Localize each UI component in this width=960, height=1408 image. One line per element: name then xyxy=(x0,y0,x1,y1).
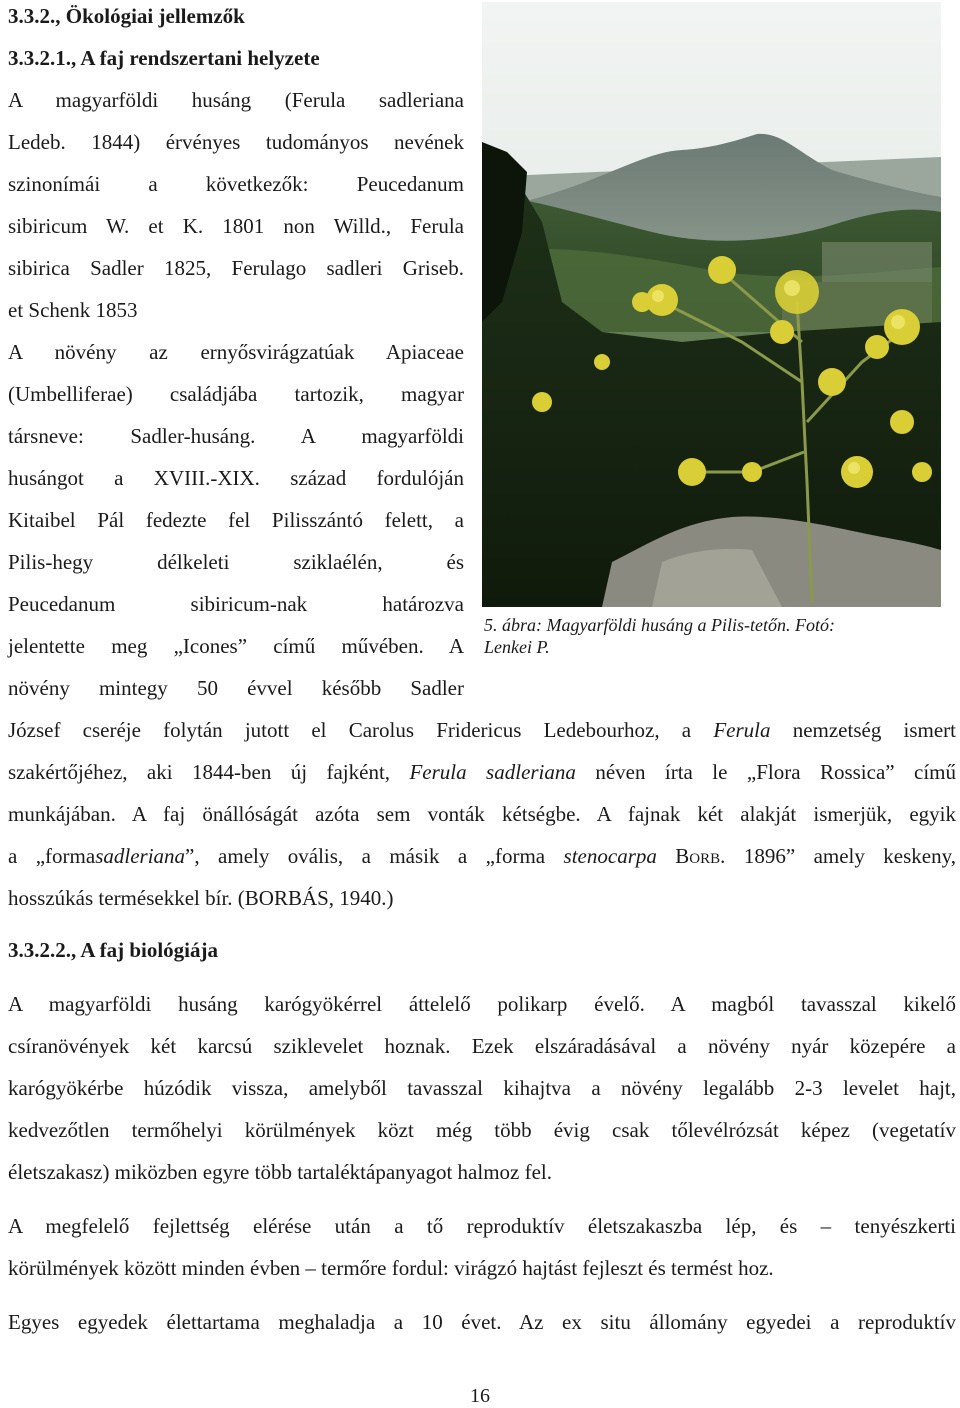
text-line: életszakasz) miközben egyre több tartaléktápanyagot halmoz fel. xyxy=(8,1160,553,1184)
text-line: növény mintegy 50 évvel később Sadler xyxy=(8,676,464,700)
text-run: szakértőjéhez, aki 1844-ben új fajként, xyxy=(8,760,391,784)
text-line: karógyökérbe húzódik vissza, amelyből tavasszal kihajtva a növény legalább 2-3 levelet hajt, xyxy=(8,1076,956,1100)
text-line: A magyarföldi husáng (Ferula sadleriana xyxy=(8,88,464,112)
text-line: (Umbelliferae) családjába tartozik, magyar xyxy=(8,382,464,406)
figure-caption-line: 5. ábra: Magyarföldi husáng a Pilis-tetőn. Fotó: xyxy=(484,615,835,635)
subsection-heading-biology: 3.3.2.2., A faj biológiája xyxy=(8,938,219,962)
author-smallcaps: Borb. xyxy=(675,844,726,868)
text-line: munkájában. A faj önállóságát azóta sem vonták kétségbe. A fajnak két alakját ismerjük, egyik xyxy=(8,802,956,826)
text-line: A magyarföldi husáng karógyökérrel áttelelő polikarp évelő. A magból tavasszal kikelő xyxy=(8,992,956,1016)
text-line xyxy=(8,758,956,786)
text-run: ”, amely ovális, a másik a „forma xyxy=(185,844,546,868)
italic-genus: Ferula xyxy=(713,718,771,742)
text-line: sibirica Sadler 1825, Ferulago sadleri Griseb. xyxy=(8,256,464,280)
figure-caption-line: Lenkei P. xyxy=(484,637,550,657)
italic-form: sadleriana xyxy=(95,844,186,868)
text-line: hosszúkás termésekkel bír. (BORBÁS, 1940.) xyxy=(8,886,394,910)
text-line: szinonímái a következők: Peucedanum xyxy=(8,172,464,196)
text-line: Kitaibel Pál fedezte fel Pilisszántó felett, a xyxy=(8,508,464,532)
figure-photo-ferula xyxy=(482,2,941,607)
page-number: 16 xyxy=(470,1385,490,1407)
text-line: et Schenk 1853 xyxy=(8,298,138,322)
text-line xyxy=(8,842,956,870)
text-line: Pilis-hegy délkeleti sziklaélén, és xyxy=(8,550,464,574)
italic-form: stenocarpa xyxy=(563,844,657,868)
section-heading-ecology: 3.3.2., Ökológiai jellemzők xyxy=(8,4,245,28)
text-line: A növény az ernyősvirágzatúak Apiaceae xyxy=(8,340,464,364)
text-run: néven írta le „Flora Rossica” című xyxy=(595,760,956,784)
text-line xyxy=(8,716,956,744)
text-line: A megfelelő fejlettség elérése után a tő reproduktív életszakaszba lép, és – tenyészkerti xyxy=(8,1214,956,1238)
text-line: társneve: Sadler-husáng. A magyarföldi xyxy=(8,424,464,448)
text-line: körülmények között minden évben – termőre fordul: virágzó hajtást fejleszt és termést hoz. xyxy=(8,1256,774,1280)
text-line: Ledeb. 1844) érvényes tudományos nevének xyxy=(8,130,464,154)
text-line: jelentette meg „Icones” című művében. A xyxy=(8,634,464,658)
text-run: nemzetség ismert xyxy=(792,718,957,742)
text-run: 1896” amely keskeny, xyxy=(743,844,956,868)
text-line: Peucedanum sibiricum-nak határozva xyxy=(8,592,464,616)
text-line: kedvezőtlen termőhelyi körülmények közt még több évig csak tőlevélrózsát képez (vegetatív xyxy=(8,1118,956,1142)
text-line: csíranövények két karcsú sziklevelet hoznak. Ezek elszáradásával a növény nyár közepére a xyxy=(8,1034,956,1058)
text-line: husángot a XVIII.-XIX. század fordulóján xyxy=(8,466,464,490)
text-line: Egyes egyedek élettartama meghaladja a 10 évet. Az ex situ állomány egyedei a reproduktív xyxy=(8,1310,956,1334)
italic-species: Ferula sadleriana xyxy=(409,760,576,784)
text-run: a „forma xyxy=(8,844,96,868)
text-run: József cseréje folytán jutott el Carolus Fridericus Ledebourhoz, a xyxy=(8,718,692,742)
subsection-heading-taxonomy: 3.3.2.1., A faj rendszertani helyzete xyxy=(8,46,320,70)
text-line: sibiricum W. et K. 1801 non Willd., Ferula xyxy=(8,214,464,238)
